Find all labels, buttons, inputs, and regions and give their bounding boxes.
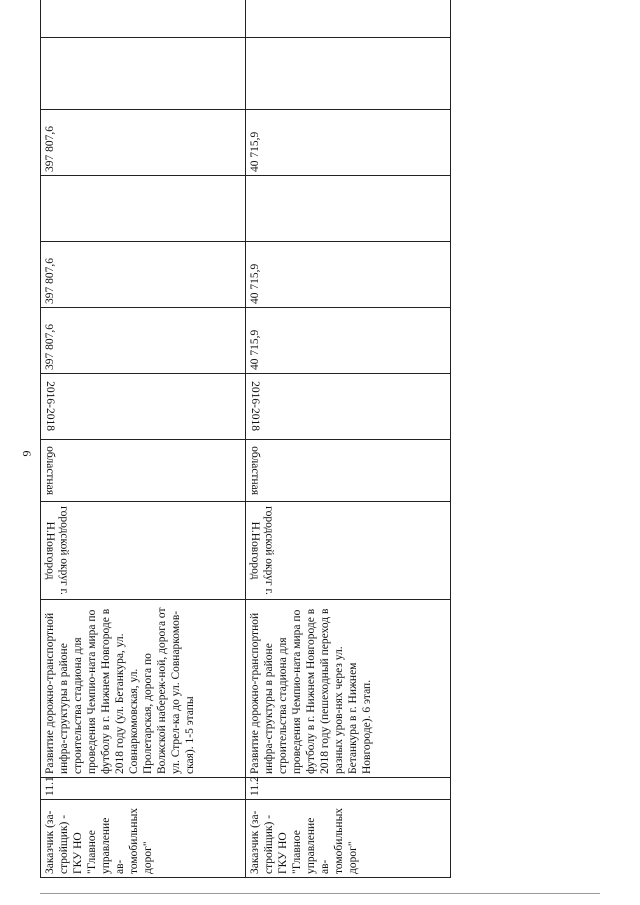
program-table xyxy=(40,0,451,878)
item-number: 11.1 xyxy=(44,776,56,796)
description-cell xyxy=(41,600,246,778)
customer-text: Заказчик (за-стройщик) - ГКУ НО "Главное управление ав-томобильных дорог" xyxy=(249,807,359,874)
value-cell-3 xyxy=(246,110,451,176)
value-3: 40 715,9 xyxy=(249,131,261,172)
years-text: 2016-2018 xyxy=(249,381,261,432)
description-text: Развитие дорожно-транспортной инфра-структуры в районе строительства стадиона для проведения Чемпио-ната мира по футболу в г. Нижнем Новгороде в 2018 году (ул. Бетанкура, ул. Совнаркомовская, ул. Пролетарская, дорога по Волжской набереж-ной, дорога от ул. Стрел-ка до ул. Совнаркомов-ская). 1-5 этапы xyxy=(44,607,196,774)
value-3: 397 807,6 xyxy=(44,126,56,172)
budget-text: областная xyxy=(249,446,261,495)
territory-text: городской округ г. Н.Новгород xyxy=(249,506,275,595)
budget-cell xyxy=(246,440,451,502)
years-cell xyxy=(41,374,246,440)
description-text: Развитие дорожно-транспортной инфра-структуры в районе строительства стадиона для проведения Чемпио-ната мира по футболу в г. Нижнем Новгороде в 2018 году (пешеходный переход в разных уров-нях через ул. Бетанкура в г. Нижнем Новгороде). 6 этап. xyxy=(249,608,373,774)
total-cell xyxy=(41,308,246,374)
budget-text: областная xyxy=(44,446,56,495)
item-number-cell xyxy=(246,778,451,800)
value-cell-4 xyxy=(246,38,451,110)
value-cell-5 xyxy=(246,0,451,38)
territory-cell xyxy=(41,502,246,600)
value-cell-1 xyxy=(41,242,246,308)
item-number: 11.2 xyxy=(249,776,261,796)
value-1: 397 807,6 xyxy=(44,258,56,304)
customer-cell xyxy=(246,800,451,878)
territory-text: городской округ г. Н.Новгород xyxy=(44,506,70,595)
customer-cell xyxy=(41,800,246,878)
value-cell-2 xyxy=(246,176,451,242)
budget-cell xyxy=(41,440,246,502)
total-value: 397 807,6 xyxy=(44,324,56,370)
value-cell-3 xyxy=(41,110,246,176)
value-cell-5 xyxy=(41,0,246,38)
years-cell xyxy=(246,374,451,440)
total-value: 40 715,9 xyxy=(249,329,261,370)
value-1: 40 715,9 xyxy=(249,263,261,304)
description-cell xyxy=(246,600,451,778)
territory-cell xyxy=(246,502,451,600)
value-cell-4 xyxy=(41,38,246,110)
total-cell xyxy=(246,308,451,374)
value-cell-1 xyxy=(246,242,451,308)
scan-artifact-line xyxy=(40,893,600,894)
years-text: 2016-2018 xyxy=(44,381,56,432)
table-row xyxy=(246,0,451,878)
table-row xyxy=(41,0,246,878)
value-cell-2 xyxy=(41,176,246,242)
customer-text: Заказчик (за-стройщик) - ГКУ НО "Главное управление ав-томобильных дорог" xyxy=(44,807,154,874)
page-number: 9 xyxy=(19,450,34,457)
item-number-cell xyxy=(41,778,246,800)
rotated-table-container xyxy=(40,18,450,878)
